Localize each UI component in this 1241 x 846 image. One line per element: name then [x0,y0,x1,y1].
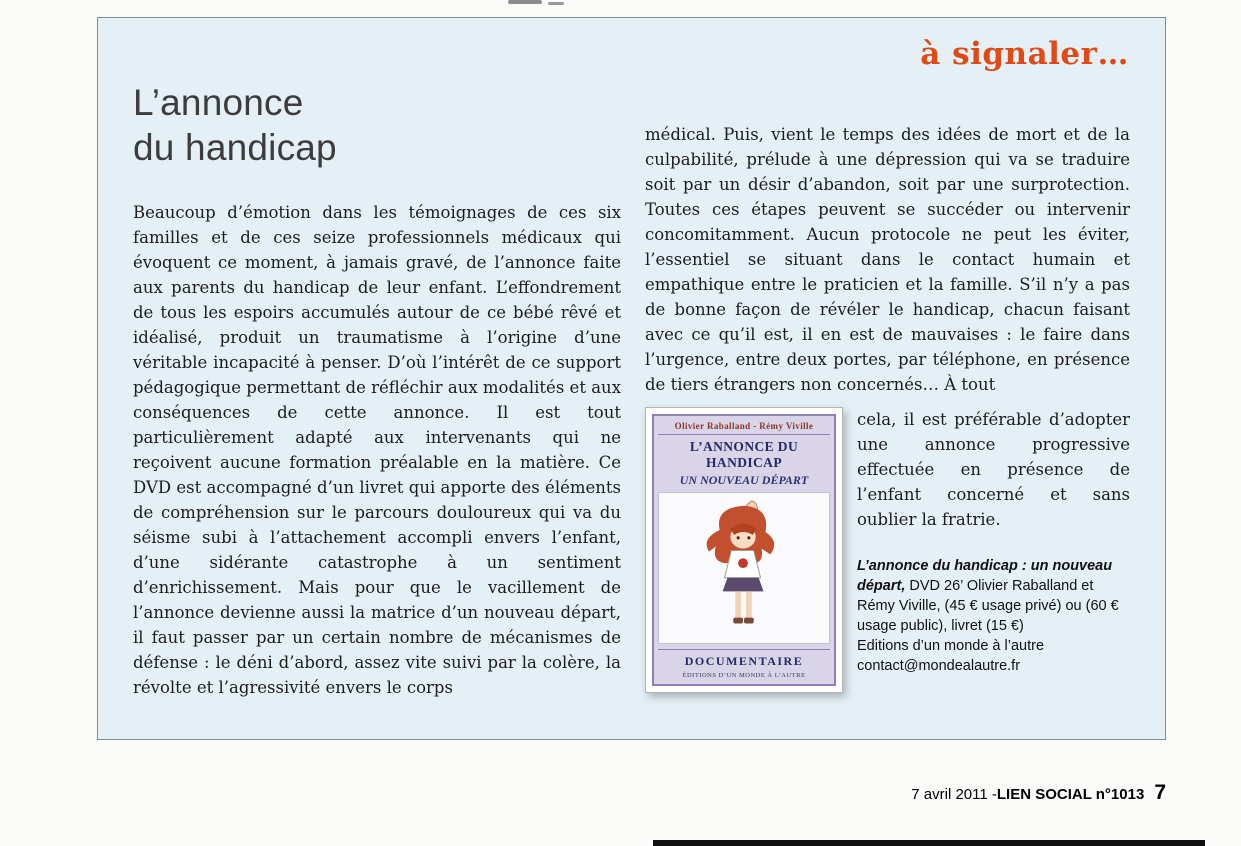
dvd-genre: DOCUMENTAIRE [658,649,830,669]
scan-artifact-bar [653,840,1205,846]
dvd-cover-inner [652,414,836,686]
article-paragraph-right: médical. Puis, vient le temps des idées de mort et de la culpabilité, prélude à une dépression qui va se traduire soit par un désir d’abandon, soit par une surprotection. Toutes ces étapes peuvent se succéder ou intervenir concomitamment. Aucun protocole ne peut les éviter, l’essentiel se situant dans le contact humain et empathique entre le praticien et la famille. S’il n’y a pas de bonne façon de révéler le handicap, chacun faisant avec ce qu’il est, il en est de mauvaises : le faire dans l’urgence, entre deux portes, par téléphone, en présence de tiers étrangers non concernés… À tout [645,125,1130,394]
media-row [645,407,1130,693]
caption-contact-email: contact@mondealautre.fr [857,658,1021,674]
footer-journal-name: LIEN SOCIAL n°1013 [996,786,1145,803]
girl-illustration-icon [690,495,798,641]
footer-date: 7 avril 2011 - [911,786,997,803]
dvd-subtitle: UN NOUVEAU DÉPART [679,473,809,487]
article-paragraph-left: Beaucoup d’émotion dans les témoignages de ces six familles et de ces seize professionnels médicaux qui évoquent ce moment, à jamais gravé, de l’annonce faite aux parents du handicap de leur enfant. L’effondrement de tous les espoirs accumulés autour de ce bébé rêvé et idéalisé, produit un traumatisme à l’origine d’une véritable incapacité à penser. D’où l’intérêt de ce support pédagogique permettant de réfléchir aux modalités et aux conséquences de cette annonce. Il est tout particulièrement adapté aux intervenants qui ne reçoivent aucune formation préalable en la matière. Ce DVD est accompagné d’un livret qui apporte des éléments de compréhension sur le parcours douloureux qui va du séisme subi à l’attachement accompli envers l’enfant, d’une sidérante catastrophe à un sentiment d’enrichissement. Mais pour que le vacillement de l’annonce devienne aussi la matrice d’un nouveau départ, il faut passer par un certain nombre de mécanismes de défense : le déni d’abord, assez vite suivi par la colère, la révolte et l’agressivité envers le corps [133,203,621,697]
article-title [133,80,337,170]
caption-publisher: Editions d’un monde à l’autre [857,638,1045,654]
scan-artifact-mark [548,2,564,5]
article-title-line2: du handicap [133,127,337,168]
dvd-title: L’ANNONCE DU HANDICAP [689,439,799,470]
article-column-left [133,200,621,700]
dvd-authors: Olivier Raballand - Rémy Viville [658,421,830,435]
section-label: à signaler… [920,36,1129,72]
text-beside-cover [857,407,1130,676]
dvd-caption [857,556,1130,676]
dvd-cover [645,407,843,693]
dvd-cover-illustration [658,492,830,644]
scan-artifact-mark [508,0,542,4]
footer-page-number: 7 [1154,781,1166,804]
article-panel [97,17,1166,740]
page-footer [911,781,1166,805]
dvd-publisher: ÉDITIONS D’UN MONDE À L’AUTRE [682,672,806,679]
article-title-line1: L’annonce [133,82,304,123]
caption-body: DVD 26’ Olivier Raballand et Rémy Viville, (45 € usage privé) ou (60 € usage public), livret (15 €) [857,578,1119,634]
article-column-right [645,122,1130,693]
article-paragraph-wrap: cela, il est préférable d’adopter une annonce progressive effectuée en présence de l’enfant concerné et sans oublier la fratrie. [857,410,1130,529]
caption-title: L’annonce du handicap : un nouveau départ, [857,558,1113,594]
